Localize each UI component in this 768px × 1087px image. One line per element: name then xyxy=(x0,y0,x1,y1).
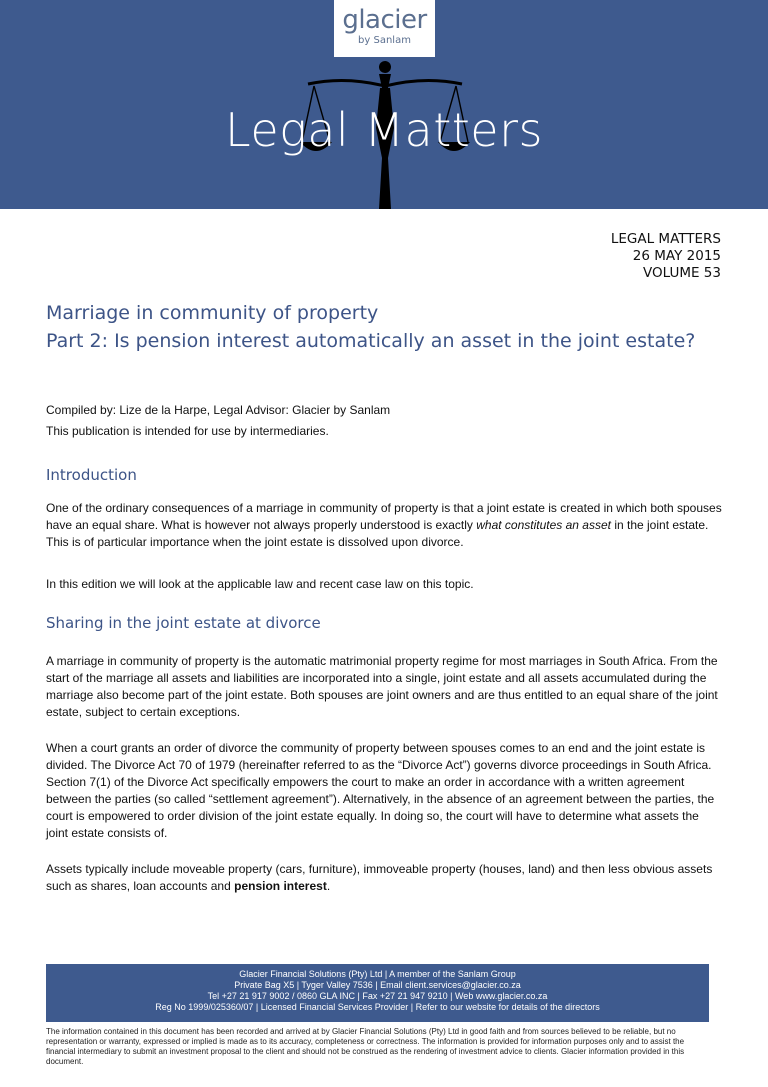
glacier-logo xyxy=(334,0,435,57)
audience-note: This publication is intended for use by intermediaries. xyxy=(46,424,329,438)
title-line-2: Part 2: Is pension interest automatically an asset in the joint estate? xyxy=(46,330,696,352)
sharing-paragraph-3: Assets typically include moveable property (cars, furniture), immoveable property (houses, land) and then less obvious assets such as shares, loan accounts and pension interest. xyxy=(46,862,713,893)
intro-emphasis: what constitutes an asset xyxy=(476,518,611,532)
issue-info xyxy=(611,231,721,282)
header-banner xyxy=(0,0,768,209)
sharing-paragraph-2: When a court grants an order of divorce the community of property between spouses comes to an end and the joint estate is divided. The Divorce Act 70 of 1979 (hereinafter referred to as the “Divorce Act”) governs divorce proceedings in South Africa. Section 7(1) of the Divorce Act specifically empowers the court to make an order in accordance with a written agreement between the parties (so called “settlement agreement”). Alternatively, in the absence of an agreement between the parties, the court is empowered to order division of the joint estate equally. In doing so, the court will have to determine what assets the joint estate consists of. xyxy=(46,741,715,840)
logo-wordmark: glacier xyxy=(342,5,427,35)
footer-disclaimer: The information contained in this document has been recorded and arrived at by Glacier Financial Solutions (Pty) Ltd in good faith and from sources believed to be reliable, but no representation or warranty, expressed or implied is made as to its accuracy, completeness or correctness. The information is provided for information purposes only and to assist the financial intermediary to submit an investment proposal to the client and should not be construed as the rendering of investment advice to clients. Glacier information provided in this document. xyxy=(46,1027,685,1066)
logo-tagline: by Sanlam xyxy=(358,35,411,46)
intro-paragraph-2: In this edition we will look at the applicable law and recent case law on this topic. xyxy=(46,577,474,591)
heading-introduction: Introduction xyxy=(46,466,137,484)
footer-line-3: Tel +27 21 917 9002 / 0860 GLA INC | Fax +27 21 947 9210 | Web www.glacier.co.za xyxy=(207,991,548,1001)
issue-date: 26 MAY 2015 xyxy=(632,248,721,264)
footer-line-4: Reg No 1999/025360/07 | Licensed Financial Services Provider | Refer to our website for details of the directors xyxy=(155,1002,600,1012)
banner-title: Legal Matters xyxy=(225,103,543,157)
page-title xyxy=(46,299,726,355)
pension-interest-emphasis: pension interest xyxy=(234,879,327,893)
footer-line-1: Glacier Financial Solutions (Pty) Ltd | A member of the Sanlam Group xyxy=(239,969,516,979)
footer-contact-box xyxy=(46,964,709,1022)
issue-volume: VOLUME 53 xyxy=(642,265,721,281)
issue-series: LEGAL MATTERS xyxy=(610,231,721,247)
sharing-paragraph-1: A marriage in community of property is the automatic matrimonial property regime for most marriages in South Africa. From the start of the marriage all assets and liabilities are incorporated into a single, joint estate and all assets accumulated during the marriage also become part of the joint estate. Both spouses are joint owners and are thus entitled to an equal share of the joint estate, subject to certain exceptions. xyxy=(46,654,718,719)
compiled-by: Compiled by: Lize de la Harpe, Legal Advisor: Glacier by Sanlam xyxy=(46,403,391,417)
intro-paragraph-1: One of the ordinary consequences of a marriage in community of property is that a joint estate is created in which both spouses have an equal share. What is however not always properly understood is exactly what constitutes an asset in the joint estate. This is of particular importance when the joint estate is dissolved upon divorce. xyxy=(46,501,722,549)
heading-sharing: Sharing in the joint estate at divorce xyxy=(46,614,321,632)
title-line-1: Marriage in community of property xyxy=(46,302,379,324)
footer-line-2: Private Bag X5 | Tyger Valley 7536 | Email client.services@glacier.co.za xyxy=(234,980,521,990)
